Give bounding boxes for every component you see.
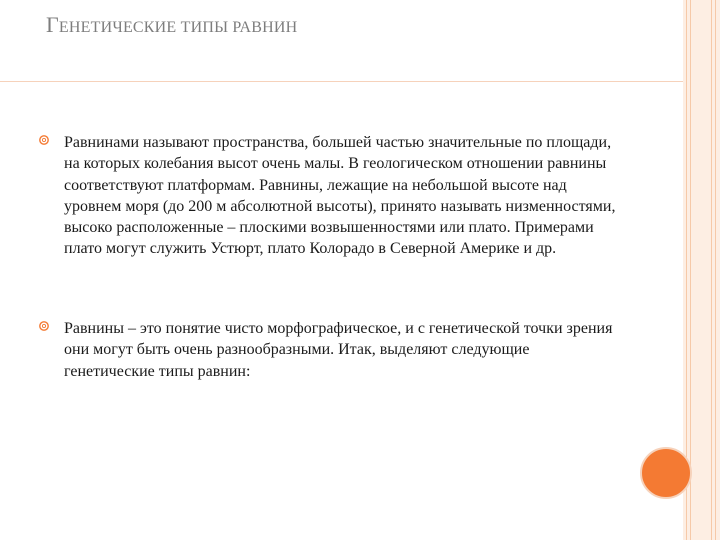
border-line [711, 0, 712, 540]
border-line [715, 0, 716, 540]
circle-outline-bullet-icon [38, 320, 50, 332]
bullet-text: Равнины – это понятие чисто морфографическое, и с генетической точки зрения они могут быть очень разнообразными. Итак, выделяют следующие генетические типы равнин: [64, 320, 613, 380]
title-divider [0, 81, 683, 82]
border-line [690, 0, 691, 540]
orange-circle-decoration [640, 447, 692, 499]
title-first-letter: Г [46, 12, 59, 37]
slide-title [46, 12, 297, 38]
circle-outline-bullet-icon [38, 134, 50, 146]
title-rest: ЕНЕТИЧЕСКИЕ ТИПЫ РАВНИН [58, 19, 298, 36]
bullet-text: Равнинами называют пространства, большей частью значительные по площади, на которых колебания высот очень малы. В геологическом отношении равнины соответствуют платформам. Равнины, лежащие на небольшой высоте над уровнем моря (до 200 м абсолютной высоты), принято называть низменностями, высоко расположенные – плоскими возвышенностями или плато. Примерами плато могут служить Устюрт, плато Колорадо в Северной Америке и др. [64, 134, 616, 258]
